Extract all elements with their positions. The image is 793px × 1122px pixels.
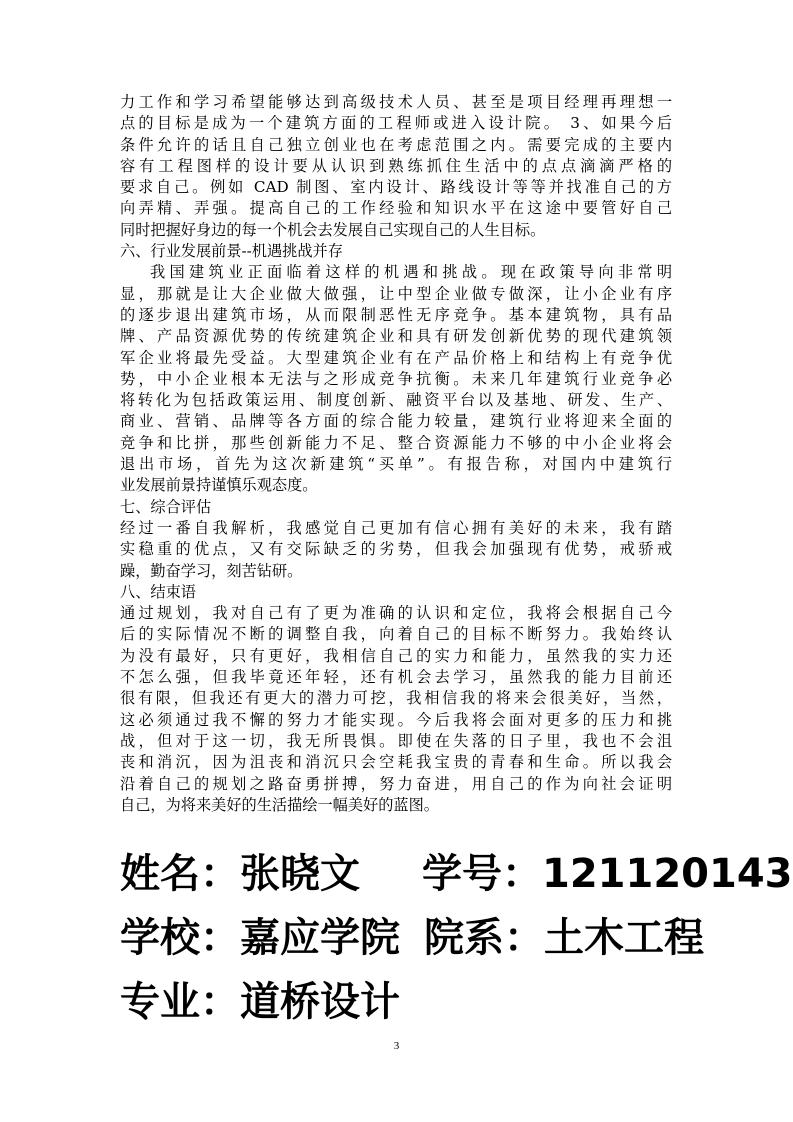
student-id: 学号：121120143 — [422, 851, 793, 897]
paragraph-line: 容有工程图样的设计要从认识到熟练抓住生活中的点点滴滴严格的 — [120, 156, 672, 175]
paragraph-line: 经过一番自我解析，我感觉自己更加有信心拥有美好的未来，我有踏 — [120, 518, 672, 537]
paragraph-line: 实稳重的优点，又有交际缺乏的劣势，但我会加强现有优势，戒骄戒 — [120, 540, 672, 559]
department-name: 院系：土木工程 — [424, 915, 704, 961]
paragraph-line: 退出市场，首先为这次新建筑“买单”。有报告称，对国内中建筑行 — [120, 455, 672, 474]
paragraph-line: 这必须通过我不懈的努力才能实现。今后我将会面对更多的压力和挑 — [120, 710, 672, 729]
info-line-school-department — [120, 913, 704, 963]
paragraph-line: 很有限，但我还有更大的潜力可挖，我相信我的将来会很美好，当然， — [120, 689, 672, 708]
student-name: 姓名：张晓文 — [120, 851, 360, 897]
paragraph-line: 战，但对于这一切，我无所畏惧。即使在失落的日子里，我也不会沮 — [120, 731, 672, 750]
section-heading: 八、结束语 — [120, 582, 196, 601]
major-name: 专业：道桥设计 — [120, 979, 400, 1025]
paragraph-line: 军企业将最先受益。大型建筑企业有在产品价格上和结构上有竞争优 — [120, 348, 672, 367]
paragraph-line: 我国建筑业正面临着这样的机遇和挑战。现在政策导向非常明 — [150, 263, 672, 282]
paragraph-line: 为没有最好，只有更好，我相信自己的实力和能力，虽然我的实力还 — [120, 646, 672, 665]
paragraph-line: 同时把握好身边的每一个机会去发展自己实现自己的人生目标。 — [120, 220, 546, 239]
paragraph-line: 沿着自己的规划之路奋勇拼搏，努力奋进，用自己的作为向社会证明 — [120, 774, 672, 793]
paragraph-line: 通过规划，我对自己有了更为准确的认识和定位，我将会根据自己今 — [120, 604, 672, 623]
paragraph-line: 不怎么强，但我毕竟还年轻，还有机会去学习，虽然我的能力目前还 — [120, 668, 672, 687]
paragraph-line: 竞争和比拼，那些创新能力不足、整合资源能力不够的中小企业将会 — [120, 433, 672, 452]
section-heading: 六、行业发展前景--机遇挑战并存 — [120, 242, 343, 261]
paragraph-line: 条件允许的话且自己独立创业也在考虑范围之内。需要完成的主要内 — [120, 135, 672, 154]
paragraph-line: 力工作和学习希望能够达到高级技术人员、甚至是项目经理再理想一 — [120, 93, 672, 111]
paragraph-line: 要求自己。例如 CAD 制图、室内设计、路线设计等等并找准自己的方 — [120, 178, 672, 197]
paragraph-line: 势，中小企业根本无法与之形成竞争抗衡。未来几年建筑行业竞争必 — [120, 369, 672, 388]
paragraph-line: 的逐步退出建筑市场，从而限制恶性无序竞争。基本建筑物，具有品 — [120, 305, 672, 324]
paragraph-line: 点的目标是成为一个建筑方面的工程师或进入设计院。 3、如果今后 — [120, 114, 672, 133]
paragraph-line: 业发展前景持谨慎乐观态度。 — [120, 476, 318, 495]
paragraph-line: 后的实际情况不断的调整自我，向着自己的目标不断努力。我始终认 — [120, 625, 672, 644]
paragraph-line: 显，那就是让大企业做大做强，让中型企业做专做深，让小企业有序 — [120, 284, 672, 303]
info-line-name-id — [120, 849, 793, 899]
section-heading: 七、综合评估 — [120, 497, 212, 516]
school-name: 学校：嘉应学院 — [120, 915, 400, 961]
paragraph-line: 牌、产品资源优势的传统建筑企业和具有研发创新优势的现代建筑领 — [120, 327, 672, 346]
paragraph-line: 躁，勤奋学习，刻苦钻研。 — [120, 561, 303, 580]
info-line-major — [120, 977, 400, 1027]
paragraph-line: 自己，为将来美好的生活描绘一幅美好的蓝图。 — [120, 795, 439, 814]
paragraph-line: 丧和消沉，因为沮丧和消沉只会空耗我宝贵的青春和生命。所以我会 — [120, 753, 672, 772]
paragraph-line: 向弄精、弄强。提高自己的工作经验和知识水平在这途中要管好自己 — [120, 199, 672, 218]
page-number: 3 — [393, 1040, 400, 1052]
paragraph-line: 商业、营销、品牌等各方面的综合能力较量，建筑行业将迎来全面的 — [120, 412, 672, 431]
body-text — [120, 92, 672, 816]
paragraph-line: 将转化为包括政策运用、制度创新、融资平台以及基地、研发、生产、 — [120, 391, 672, 410]
